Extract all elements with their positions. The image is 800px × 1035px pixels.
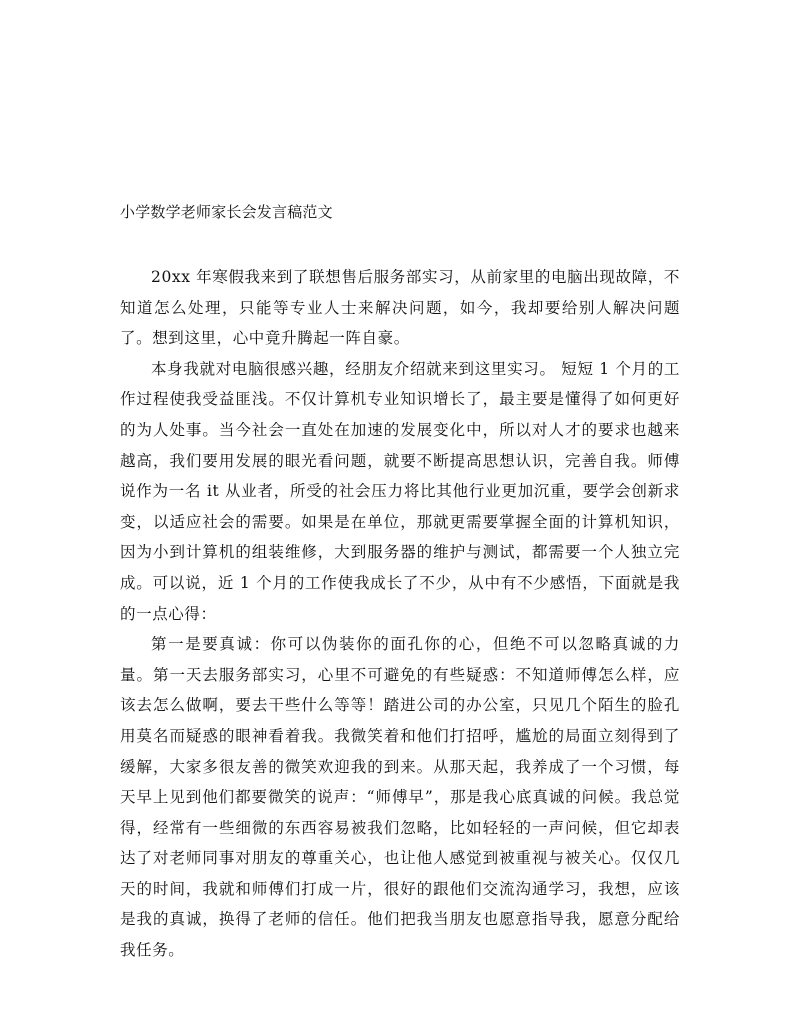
document-title: 小学数学老师家长会发言稿范文 xyxy=(120,203,333,221)
paragraph-2: 本身我就对电脑很感兴趣，经朋友介绍就来到这里实习。 短短 1 个月的工作过程使我受益匪浅。不仅计算机专业知识增长了，最主要是懂得了如何更好的为人处事。当今社会一直处在加速的发展变化中，所以对人才的要求也越来越高，我们要用发展的眼光看问题，就要不断提高思想认识，完善自我。师傅说作为一名 it 从业者，所受的社会压力将比其他行业更加沉重，要学会创新求变，以适应社会的需要。如果是在单位，那就更需要掌握全面的计算机知识，因为小到计算机的组装维修，大到服务器的维护与测试，都需要一个人独立完成。可以说，近 1 个月的工作使我成长了不少，从中有不少感悟，下面就是我的一点心得： xyxy=(120,359,680,623)
paragraph-3: 第一是要真诚：你可以伪装你的面孔你的心，但绝不可以忽略真诚的力量。第一天去服务部实习，心里不可避免的有些疑惑：不知道师傅怎么样，应该去怎么做啊，要去干些什么等等！踏进公司的办公室，只见几个陌生的脸孔用莫名而疑惑的眼神看着我。我微笑着和他们打招呼，尴尬的局面立刻得到了缓解，大家多很友善的微笑欢迎我的到来。从那天起，我养成了一个习惯，每天早上见到他们都要微笑的说声：“师傅早”，那是我心底真诚的问候。我总觉得，经常有一些细微的东西容易被我们忽略，比如轻轻的一声问候，但它却表达了对老师同事对朋友的尊重关心，也让他人感觉到被重视与被关心。仅仅几天的时间，我就和师傅们打成一片，很好的跟他们交流沟通学习，我想，应该是我的真诚，换得了老师的信任。他们把我当朋友也愿意指导我，愿意分配给我任务。 xyxy=(120,635,680,960)
document-page xyxy=(120,200,680,966)
paragraph-1: 20xx 年寒假我来到了联想售后服务部实习，从前家里的电脑出现故障，不知道怎么处理，只能等专业人士来解决问题，如今，我却要给别人解决问题了。想到这里，心中竟升腾起一阵自豪。 xyxy=(120,268,680,348)
